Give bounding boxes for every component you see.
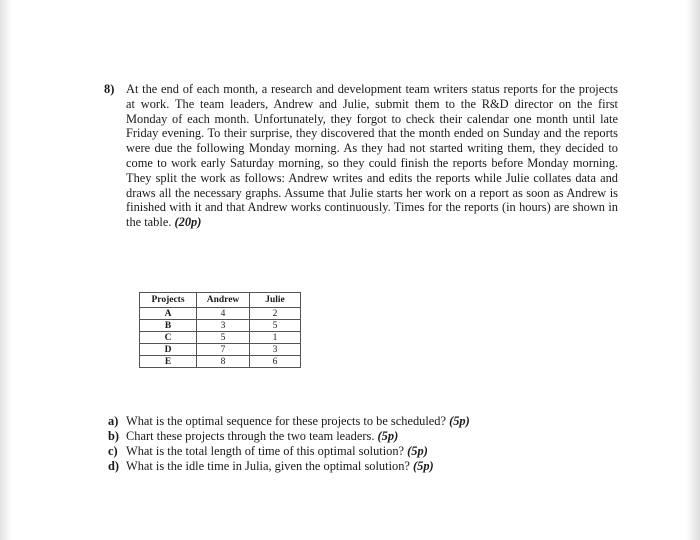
header-andrew: Andrew: [197, 293, 250, 308]
table-row: [140, 344, 301, 356]
cell-project: E: [140, 356, 197, 368]
subquestion-text: What is the idle time in Julia, given the optimal solution?: [126, 459, 410, 473]
question-number: 8): [104, 82, 115, 96]
subquestion-b: [108, 429, 628, 444]
cell-julie: 1: [250, 332, 301, 344]
cell-project: C: [140, 332, 197, 344]
cell-andrew: 7: [197, 344, 250, 356]
cell-andrew: 3: [197, 320, 250, 332]
subquestion-c: [108, 444, 628, 459]
table-row: [140, 308, 301, 320]
page-shadow-right: [686, 0, 700, 540]
subquestion-points: (5p): [407, 444, 428, 458]
subquestion-letter: d): [108, 459, 120, 473]
header-projects: Projects: [140, 293, 197, 308]
header-julie: Julie: [250, 293, 301, 308]
subquestion-a: [108, 414, 628, 429]
subquestion-d: [108, 459, 628, 474]
cell-project: D: [140, 344, 197, 356]
subquestion-text: Chart these projects through the two team leaders.: [126, 429, 375, 443]
cell-julie: 3: [250, 344, 301, 356]
subquestion-list: [108, 414, 628, 474]
table-row: [140, 320, 301, 332]
subquestion-text: What is the total length of time of this optimal solution?: [126, 444, 405, 458]
table-row: [140, 332, 301, 344]
subquestion-points: (5p): [413, 459, 434, 473]
cell-andrew: 4: [197, 308, 250, 320]
question-points: (20p): [174, 215, 202, 230]
question-block: [104, 82, 618, 230]
subquestion-letter: c): [108, 444, 118, 458]
table-row: [140, 356, 301, 368]
cell-andrew: 5: [197, 332, 250, 344]
subquestion-points: (5p): [449, 414, 470, 428]
question-body: [126, 82, 618, 230]
subquestion-letter: b): [108, 429, 120, 443]
table-header-row: [140, 293, 301, 308]
cell-project: B: [140, 320, 197, 332]
cell-andrew: 8: [197, 356, 250, 368]
cell-julie: 2: [250, 308, 301, 320]
subquestion-text: What is the optimal sequence for these projects to be scheduled?: [126, 414, 446, 428]
page-shadow-left: [0, 0, 12, 540]
subquestion-points: (5p): [377, 429, 399, 443]
question-text: At the end of each month, a research and development team writers status reports for the projects at work. The team leaders, Andrew and Julie, submit them to the R&D director on the first Monday of each month. Unfortunately, they forgot to check their calendar one month until late Friday evening. To their surprise, they discovered that the month ended on Sunday and the reports were due the following Monday morning. As they had not started writing them, they decided to come to work early Saturday morning, so they could finish the reports before Monday morning. They split the work as follows: Andrew writes and edits the reports while Julie collates data and draws all the necessary graphs. Assume that Julie starts her work on a report as soon as Andrew is finished with it and that Andrew works continuously. Times for the reports (in hours) are shown in the table.: [126, 82, 618, 230]
cell-project: A: [140, 308, 197, 320]
cell-julie: 6: [250, 356, 301, 368]
report-times-table: [139, 292, 301, 368]
subquestion-letter: a): [108, 414, 119, 428]
cell-julie: 5: [250, 320, 301, 332]
